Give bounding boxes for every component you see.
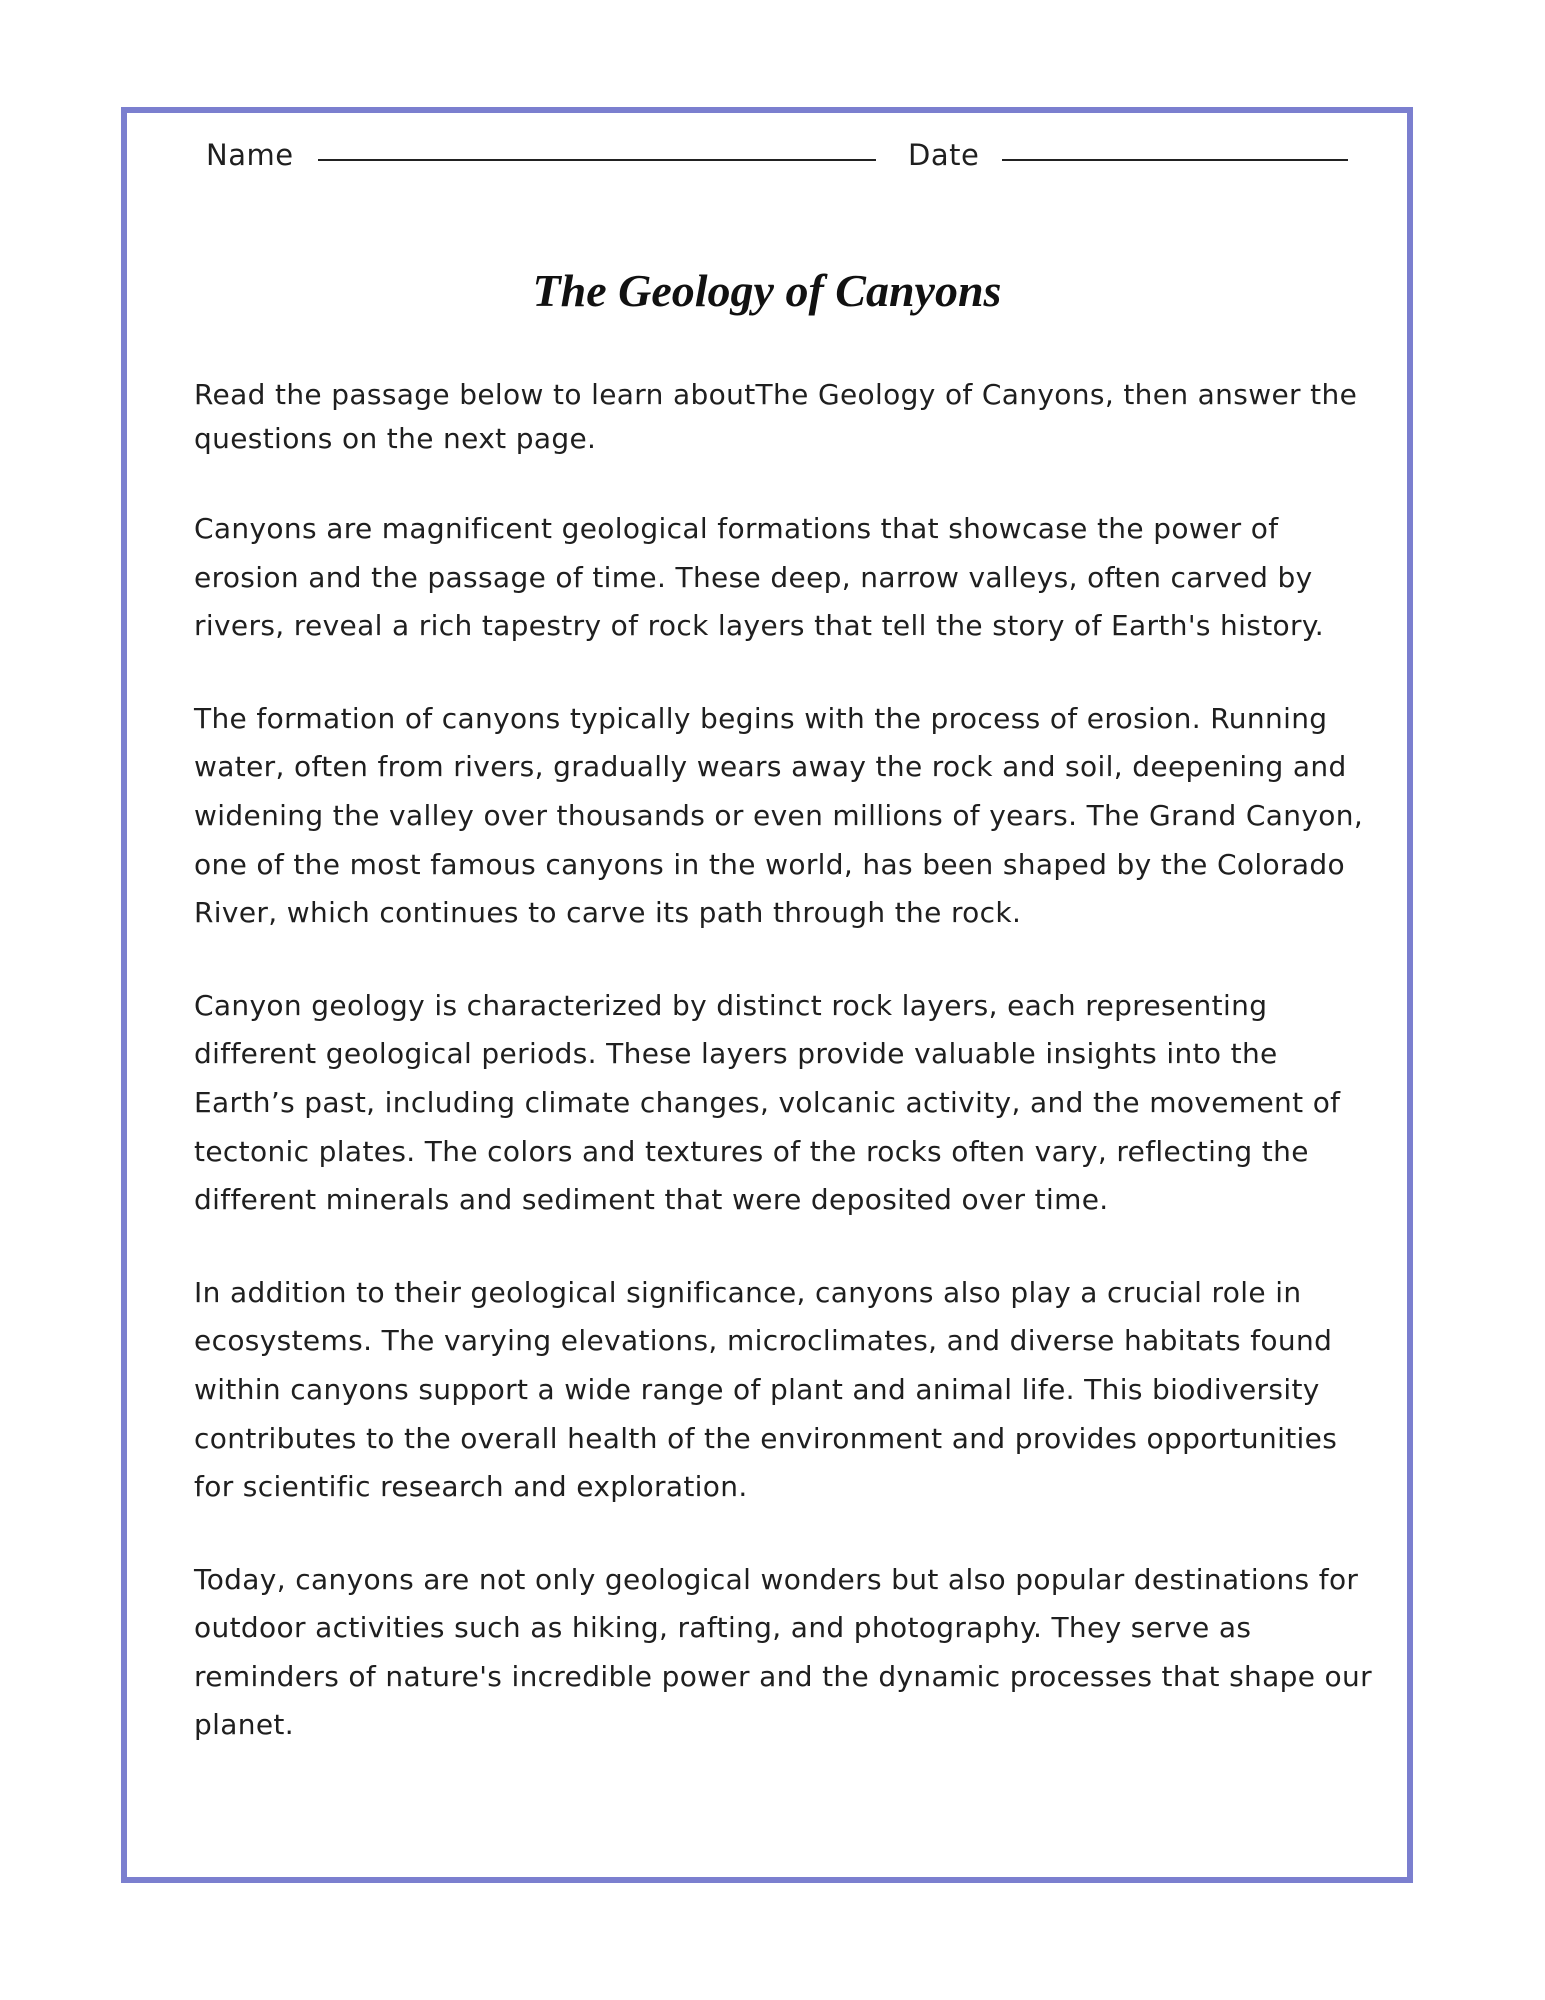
passage-paragraph-4: In addition to their geological significance, canyons also play a crucial role in ecosystems. The varying elevations, microclimates, and diverse habitats found within canyons support a wide range of plant and animal life. This biodiversity contributes to the overall health of the environment and provides opportunities for scientific research and exploration. (194, 1275, 1338, 1504)
name-label: Name (206, 138, 294, 172)
name-date-header (206, 138, 1346, 178)
passage-paragraph-1: Canyons are magnificent geological formations that showcase the power of erosion and the passage of time. These deep, narrow valleys, often carved by rivers, reveal a rich tapestry of rock layers that tell the story of Earth's history. (194, 512, 1325, 643)
passage-paragraph-5: Today, canyons are not only geological wonders but also popular destinations for outdoor activities such as hiking, rafting, and photography. They serve as reminders of nature's incredible power and the dynamic processes that shape our planet. (194, 1562, 1373, 1742)
date-field-line[interactable] (1002, 159, 1348, 161)
passage-paragraph-3: Canyon geology is characterized by distinct rock layers, each representing different geological periods. These layers provide valuable insights into the Earth’s past, including climate changes, volcanic activity, and the movement of tectonic plates. The colors and textures of the rocks often vary, reflecting the different minerals and sediment that were deposited over time. (194, 988, 1341, 1217)
intro-instructions: Read the passage below to learn aboutThe Geology of Canyons, then answer the questions on the next page. (194, 378, 1358, 455)
passage-paragraph-2: The formation of canyons typically begins with the process of erosion. Running water, often from rivers, gradually wears away the rock and soil, deepening and widening the valley over thousands or even millions of years. The Grand Canyon, one of the most famous canyons in the world, has been shaped by the Colorado River, which continues to carve its path through the rock. (194, 701, 1364, 930)
page-title: The Geology of Canyons (532, 265, 1002, 316)
passage-content (194, 373, 1384, 1750)
name-field-line[interactable] (318, 159, 876, 161)
date-label: Date (908, 138, 980, 172)
